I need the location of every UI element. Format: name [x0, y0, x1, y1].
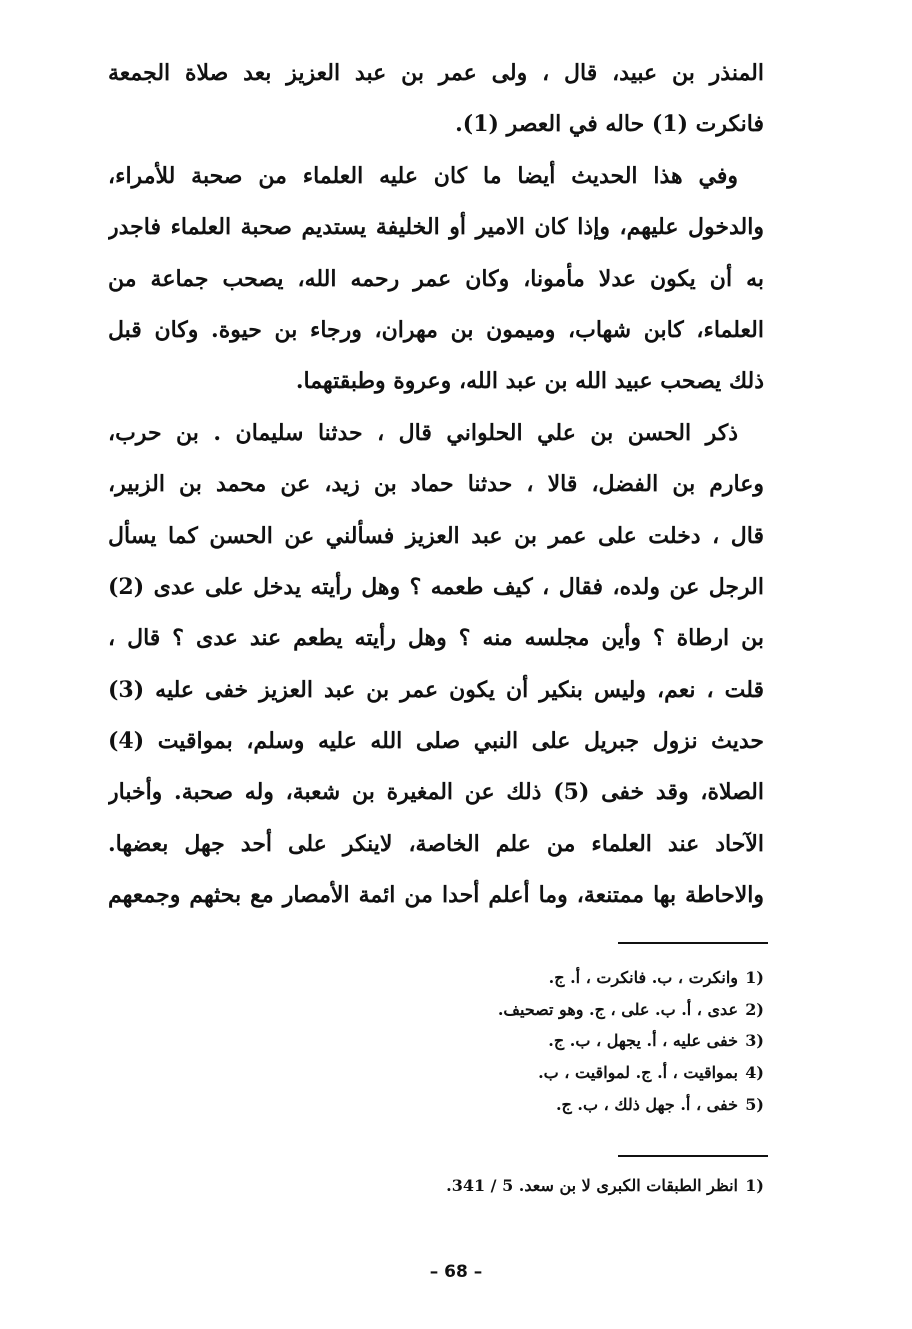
footnote-text: عدى ، أ. ب. على ، ج. وهو تصحيف.	[497, 999, 738, 1019]
text-line: الصلاة، وقد خفى (5) ذلك عن المغيرة بن شعبة، وله صحبة. وأخبار	[108, 779, 764, 806]
text-line: حديث نزول جبريل على النبي صلى الله عليه وسلم، بمواقيت (4)	[108, 728, 764, 755]
footnote-text: خفى ، أ. جهل ذلك ، ب. ج.	[555, 1094, 738, 1114]
text-line: وعارم بن الفضل، قالا ، حدثنا حماد بن زيد، عن محمد بن الزبير،	[108, 471, 764, 498]
footnote-divider	[618, 1155, 768, 1157]
footnote-number: 4)	[745, 1063, 764, 1083]
footnote-item	[498, 1088, 764, 1120]
text-line: الرجل عن ولده، فقال ، كيف طعمه ؟ وهل رأيته يدخل على عدى (2)	[108, 573, 764, 600]
footnote-divider	[618, 942, 768, 944]
footnote-number: 5)	[745, 1094, 764, 1114]
page-number: – 68 –	[429, 1262, 483, 1282]
text-line: فانكرت (1) حاله في العصر (1).	[455, 111, 764, 138]
footnote-text: خفى عليه ، أ. يجهل ، ب. ج.	[548, 1031, 738, 1051]
text-line: قلت ، نعم، وليس بنكير أن يكون عمر بن عبد العزيز خفى عليه (3)	[108, 676, 764, 703]
source-footnotes	[446, 1170, 764, 1202]
footnote-item	[498, 1057, 764, 1089]
text-line: والاحاطة بها ممتنعة، وما أعلم أحدا من ائمة الأمصار مع بحثهم وجمعهم	[108, 882, 764, 909]
text-line: الآحاد عند العلماء من علم الخاصة، لاينكر على أحد جهل بعضها.	[108, 830, 764, 857]
text-line: وفي هذا الحديث أيضا ما كان عليه العلماء من صحبة للأمراء،	[108, 162, 738, 189]
footnote-item	[498, 962, 764, 994]
footnote-number: 2)	[745, 999, 764, 1019]
footnote-number: 1)	[745, 968, 764, 988]
text-line: قال ، دخلت على عمر بن عبد العزيز فسألني عن الحسن كما يسأل	[108, 522, 764, 549]
footnote-text: وانكرت ، ب. فانكرت ، أ. ج.	[548, 968, 738, 988]
footnote-text: انظر الطبقات الكبرى لا بن سعد. 5 / 341.	[446, 1176, 738, 1196]
footnote-item	[498, 994, 764, 1026]
footnote-item	[446, 1170, 764, 1202]
text-line: والدخول عليهم، وإذا كان الامير أو الخليفة يستديم صحبة العلماء فاجدر	[108, 214, 764, 241]
footnote-number: 1)	[745, 1176, 764, 1196]
text-line: العلماء، كابن شهاب، وميمون بن مهران، ورجاء بن حيوة. وكان قبل	[108, 316, 764, 343]
text-line: به أن يكون عدلا مأمونا، وكان عمر رحمه الله، يصحب جماعة من	[108, 265, 764, 292]
footnote-number: 3)	[745, 1031, 764, 1051]
text-line: ذكر الحسن بن علي الحلواني قال ، حدثنا سليمان . بن حرب،	[108, 419, 738, 446]
main-text	[108, 48, 764, 922]
text-line: ذلك يصحب عبيد الله بن عبد الله، وعروة وطبقتهما.	[295, 368, 764, 395]
footnote-item	[498, 1025, 764, 1057]
text-line: بن ارطاة ؟ وأين مجلسه منه ؟ وهل رأيته يطعم عند عدى ؟ قال ،	[108, 625, 764, 652]
footnote-text: بمواقيت ، أ. ج. لمواقيت ، ب.	[538, 1063, 738, 1083]
text-line: المنذر بن عبيد، قال ، ولى عمر بن عبد العزيز بعد صلاة الجمعة	[108, 60, 764, 86]
variant-footnotes	[498, 962, 764, 1120]
